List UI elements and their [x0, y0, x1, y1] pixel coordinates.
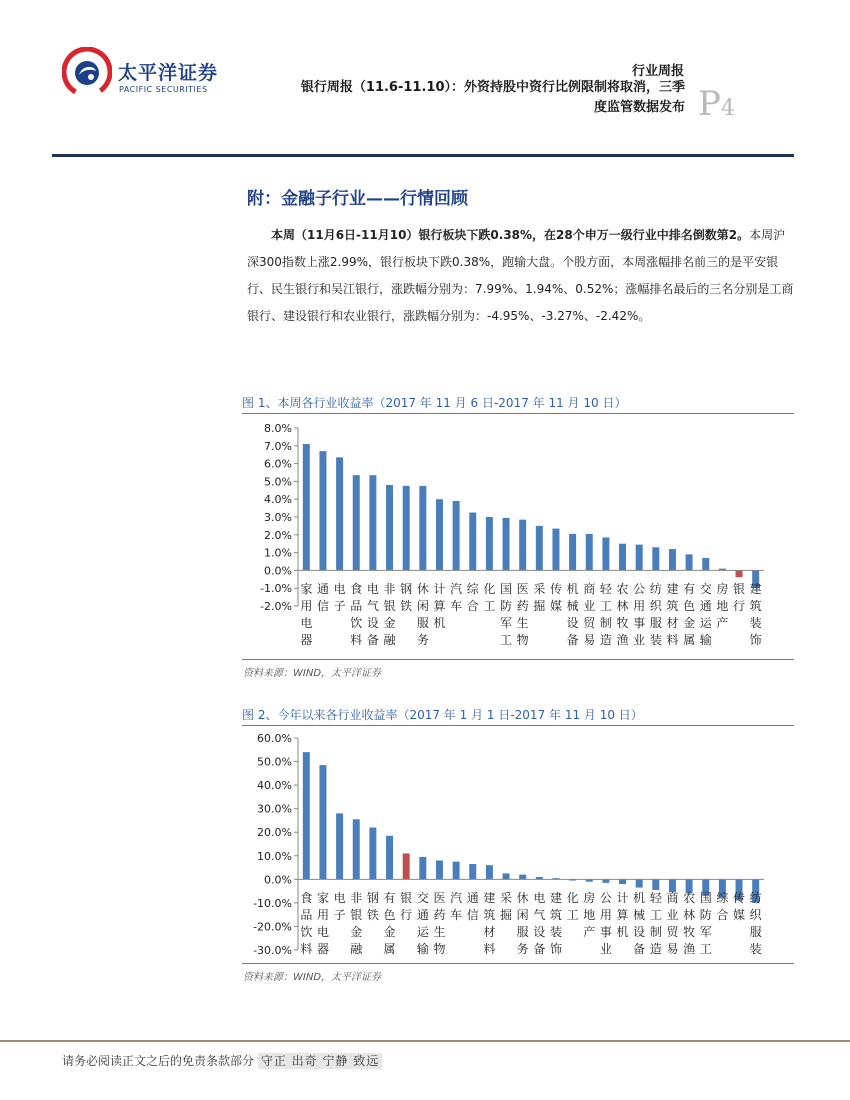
- bar: [303, 444, 310, 570]
- bar: [569, 534, 576, 570]
- bar: [602, 537, 609, 570]
- category-label: 电子: [333, 891, 346, 922]
- y-tick-label: 0.0%: [264, 873, 292, 887]
- bar: [353, 475, 360, 570]
- category-label: 非银金融: [350, 891, 363, 956]
- footer-divider: [0, 1040, 850, 1042]
- category-label: 交通运输: [699, 582, 712, 647]
- category-label: 食品饮料: [350, 582, 363, 647]
- category-label: 采掘: [533, 582, 546, 613]
- y-tick-label: 30.0%: [257, 802, 292, 816]
- bar: [319, 765, 326, 879]
- category-label: 家用电器: [300, 582, 313, 647]
- bar: [619, 879, 626, 884]
- category-label: 国防军工: [699, 891, 712, 956]
- y-tick-label: 50.0%: [257, 755, 292, 769]
- document-type: 行业周报: [631, 64, 684, 79]
- section-paragraph: [247, 222, 795, 330]
- category-label: 有色金属: [683, 582, 696, 647]
- y-tick-label: -20.0%: [253, 920, 292, 934]
- category-label: 钢铁: [366, 891, 379, 922]
- bar: [652, 547, 659, 570]
- y-tick-label: -1.0%: [260, 582, 292, 596]
- bar: [602, 879, 609, 883]
- bar: [469, 864, 476, 879]
- category-label: 机械设备: [566, 582, 579, 647]
- bar: [536, 526, 543, 571]
- y-tick-label: 5.0%: [264, 475, 292, 489]
- bar: [519, 875, 526, 880]
- bar: [736, 570, 743, 577]
- y-tick-label: 3.0%: [264, 511, 292, 524]
- y-tick-label: -30.0%: [253, 944, 292, 957]
- bar: [319, 451, 326, 570]
- category-label: 汽车: [450, 582, 463, 613]
- figure2-source: 资料来源：WIND，太平洋证券: [243, 972, 382, 983]
- category-label: 电子: [333, 582, 346, 613]
- y-tick-label: -10.0%: [253, 896, 292, 910]
- bar: [503, 873, 510, 879]
- bar: [552, 529, 559, 571]
- bar: [336, 457, 343, 570]
- logo-text: 太平洋证券: [118, 62, 219, 84]
- category-label: 医药生物: [433, 891, 446, 956]
- bar: [702, 558, 709, 570]
- section-title: 附：金融子行业——行情回顾: [247, 189, 468, 209]
- category-label: 家用电器: [316, 891, 329, 956]
- bar: [419, 857, 426, 879]
- category-label: 农林牧渔: [616, 582, 629, 647]
- category-label: 传媒: [549, 582, 562, 613]
- bar: [652, 879, 659, 890]
- category-label: 通信: [466, 891, 479, 922]
- bar: [519, 520, 526, 571]
- page-number: [698, 84, 735, 124]
- y-tick-label: 7.0%: [264, 439, 292, 453]
- figure2-bar-chart: [242, 726, 794, 962]
- category-label: 建筑装饰: [749, 582, 762, 647]
- category-label: 机械设备: [633, 891, 646, 956]
- footer-disclaimer: 请务必阅读正文之后的免责条款部分: [62, 1054, 255, 1068]
- page-number-value: 4: [720, 96, 735, 121]
- category-label: 商业贸易: [666, 891, 679, 956]
- bar: [669, 549, 676, 570]
- bar: [369, 475, 376, 570]
- y-tick-label: 20.0%: [257, 826, 292, 840]
- bar: [619, 544, 626, 571]
- bar: [436, 499, 443, 570]
- category-label: 银行: [400, 891, 413, 922]
- bar: [369, 828, 376, 880]
- category-label: 公用事业: [633, 582, 646, 647]
- category-label: 交通运输: [416, 891, 429, 956]
- footer-slogan: 守正 出奇 宁静 致远: [258, 1053, 382, 1069]
- y-tick-label: 2.0%: [264, 528, 292, 542]
- bar: [419, 486, 426, 571]
- category-label: 建筑材料: [483, 891, 496, 956]
- category-label: 纺织服装: [749, 891, 762, 956]
- category-label: 轻工制造: [649, 891, 662, 956]
- bar: [453, 501, 460, 570]
- bar: [436, 860, 443, 879]
- page-label: P: [698, 84, 721, 124]
- category-label: 电气设备: [533, 891, 546, 956]
- category-label: 传媒: [733, 891, 746, 922]
- bar: [303, 752, 310, 879]
- y-tick-label: 1.0%: [264, 546, 292, 560]
- category-label: 化工: [566, 891, 579, 922]
- bar: [486, 517, 493, 570]
- category-label: 综合: [466, 582, 479, 613]
- bar: [586, 534, 593, 570]
- category-label: 建筑材料: [666, 582, 679, 647]
- y-tick-label: 8.0%: [264, 422, 292, 435]
- category-label: 计算机: [616, 891, 629, 939]
- company-logo-icon: [62, 47, 112, 97]
- category-label: 商业贸易: [583, 582, 596, 647]
- category-label: 农林牧渔: [683, 891, 696, 956]
- paragraph-body: 本周沪深300指数上涨2.99%，银行板块下跌0.38%，跑输大盘。个股方面，本周涨幅排名前三的是平安银行、民生银行和吴江银行，涨跌幅分别为：7.99%、1.94%、0.52%；涨幅排名最后的三名分别是工商银行、建设银行和农业银行，涨跌幅分别为：-4.95%、-3.27%、-2.42%。: [247, 228, 794, 323]
- category-label: 采掘: [500, 891, 513, 922]
- y-tick-label: 60.0%: [257, 732, 292, 745]
- category-label: 钢铁: [400, 582, 413, 613]
- category-label: 电气设备: [366, 582, 379, 647]
- category-label: 非银金融: [383, 582, 396, 647]
- y-tick-label: 10.0%: [257, 849, 292, 863]
- bar: [403, 853, 410, 879]
- logo-english-text: PACIFIC SECURITIES: [119, 85, 208, 94]
- bar: [386, 485, 393, 570]
- paragraph-lead: 本周（11月6日-11月10）银行板块下跌0.38%，在28个申万一级行业中排名倒数第2。: [271, 228, 750, 242]
- category-label: 国防军工: [500, 582, 513, 647]
- bar: [469, 513, 476, 571]
- bar: [503, 518, 510, 571]
- document-title: [270, 78, 685, 118]
- category-label: 建筑装饰: [549, 891, 562, 956]
- category-label: 食品饮料: [300, 891, 313, 956]
- figure1-bottom-rule: [242, 659, 794, 660]
- category-label: 休闲服务: [416, 582, 429, 647]
- figure1-source: 资料来源：WIND，太平洋证券: [243, 668, 382, 679]
- document-title-line1: 银行周报（11.6-11.10）：外资持股中资行比例限制将取消，三季: [300, 80, 685, 95]
- bar: [486, 865, 493, 879]
- category-label: 房地产: [583, 891, 596, 939]
- y-tick-label: -2.0%: [260, 600, 292, 613]
- category-label: 有色金属: [383, 891, 396, 956]
- category-label: 通信: [316, 582, 329, 613]
- figure2-title: 图 2、今年以来各行业收益率（2017 年 1 月 1 日-2017 年 11 月 10 日）: [242, 708, 643, 722]
- category-label: 公用事业: [599, 891, 612, 956]
- category-label: 化工: [483, 582, 496, 613]
- bar: [336, 813, 343, 879]
- category-label: 纺织服装: [649, 582, 662, 647]
- bar: [636, 545, 643, 571]
- y-tick-label: 0.0%: [264, 564, 292, 578]
- bar: [686, 554, 693, 570]
- y-tick-label: 40.0%: [257, 779, 292, 793]
- category-label: 银行: [733, 582, 746, 613]
- y-tick-label: 4.0%: [264, 493, 292, 507]
- category-label: 医药生物: [516, 582, 529, 647]
- document-title-line2: 度监管数据发布: [593, 100, 685, 115]
- figure2-bottom-rule: [242, 963, 794, 964]
- y-tick-label: 6.0%: [264, 457, 292, 471]
- bar: [403, 486, 410, 571]
- bar: [453, 862, 460, 880]
- category-label: 汽车: [450, 891, 463, 922]
- category-label: 房地产: [716, 582, 729, 630]
- bar: [636, 879, 643, 887]
- bar: [353, 819, 360, 879]
- category-label: 轻工制造: [599, 582, 612, 647]
- footer: [62, 1052, 382, 1069]
- category-label: 计算机: [433, 582, 446, 630]
- header-divider: [52, 154, 794, 157]
- figure1-bar-chart: [242, 414, 794, 658]
- category-label: 休闲服务: [516, 891, 529, 956]
- bar: [386, 836, 393, 880]
- figure1-title: 图 1、本周各行业收益率（2017 年 11 月 6 日-2017 年 11 月 10 日）: [242, 396, 627, 410]
- category-label: 综合: [716, 891, 729, 922]
